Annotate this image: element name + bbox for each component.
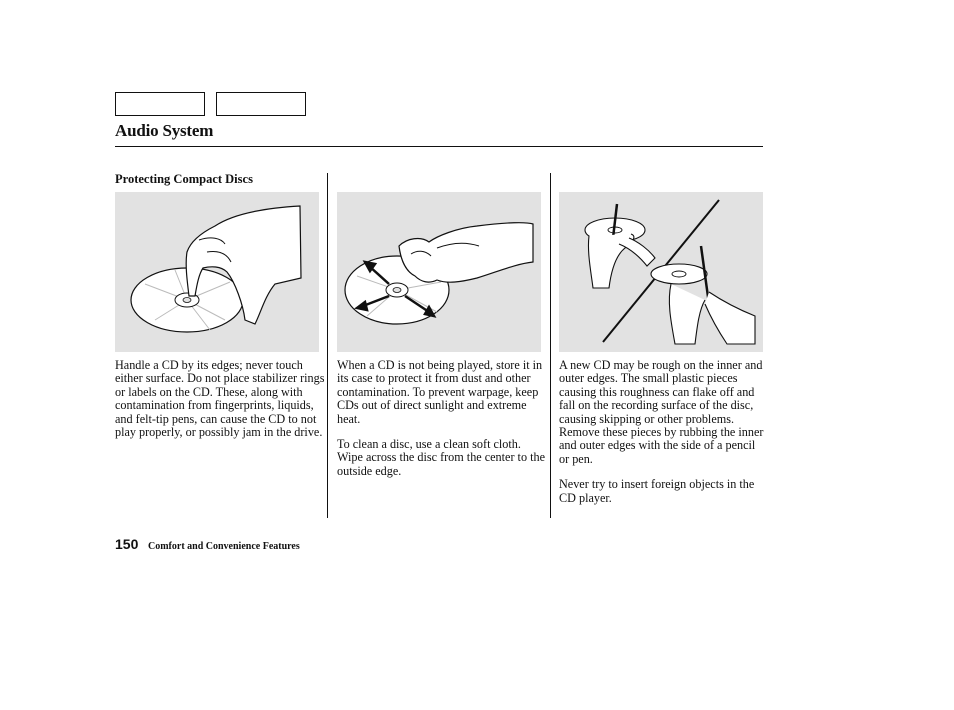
column-divider-1 — [327, 173, 328, 518]
illustration-clean-cd — [337, 192, 541, 352]
page-number: 150 — [115, 536, 139, 552]
column-2-text — [337, 359, 547, 490]
page-title: Audio System — [115, 121, 214, 140]
column-3-paragraph-2: Never try to insert foreign objects in the CD player. — [559, 477, 755, 505]
column-1-text — [115, 359, 325, 451]
illustration-deburr-cd — [559, 192, 763, 352]
cloth-cleaning-cd-icon — [337, 192, 541, 352]
header-tab-box-right — [216, 92, 306, 116]
hand-holding-cd-icon — [115, 192, 319, 352]
title-rule — [115, 146, 763, 147]
pencil-deburring-cd-icon — [559, 192, 763, 352]
column-divider-2 — [550, 173, 551, 518]
header-tab-box-left — [115, 92, 205, 116]
column-3-text — [559, 359, 765, 517]
column-3-paragraph-1: A new CD may be rough on the inner and outer edges. The small plastic pieces causing this roughness can flake off and fall on the recording surface of the disc, causing skipping or other problems. Remove these pieces by rubbing the inner and outer edges with the side of a pencil or pen. — [559, 358, 764, 466]
column-2-paragraph-2: To clean a disc, use a clean soft cloth. Wipe across the disc from the center to the outside edge. — [337, 437, 545, 478]
illustration-handle-cd — [115, 192, 319, 352]
section-subheading: Protecting Compact Discs — [115, 172, 253, 186]
column-1-paragraph-1: Handle a CD by its edges; never touch either surface. Do not place stabilizer rings or labels on the CD. These, along with contamination from fingerprints, liquids, and felt-tip pens, can cause the CD to not play properly, or possibly jam in the drive. — [115, 358, 325, 440]
footer-section-name: Comfort and Convenience Features — [148, 541, 300, 552]
column-2-paragraph-1: When a CD is not being played, store it in its case to protect it from dust and other contamination. To prevent warpage, keep CDs out of direct sunlight and extreme heat. — [337, 358, 543, 426]
